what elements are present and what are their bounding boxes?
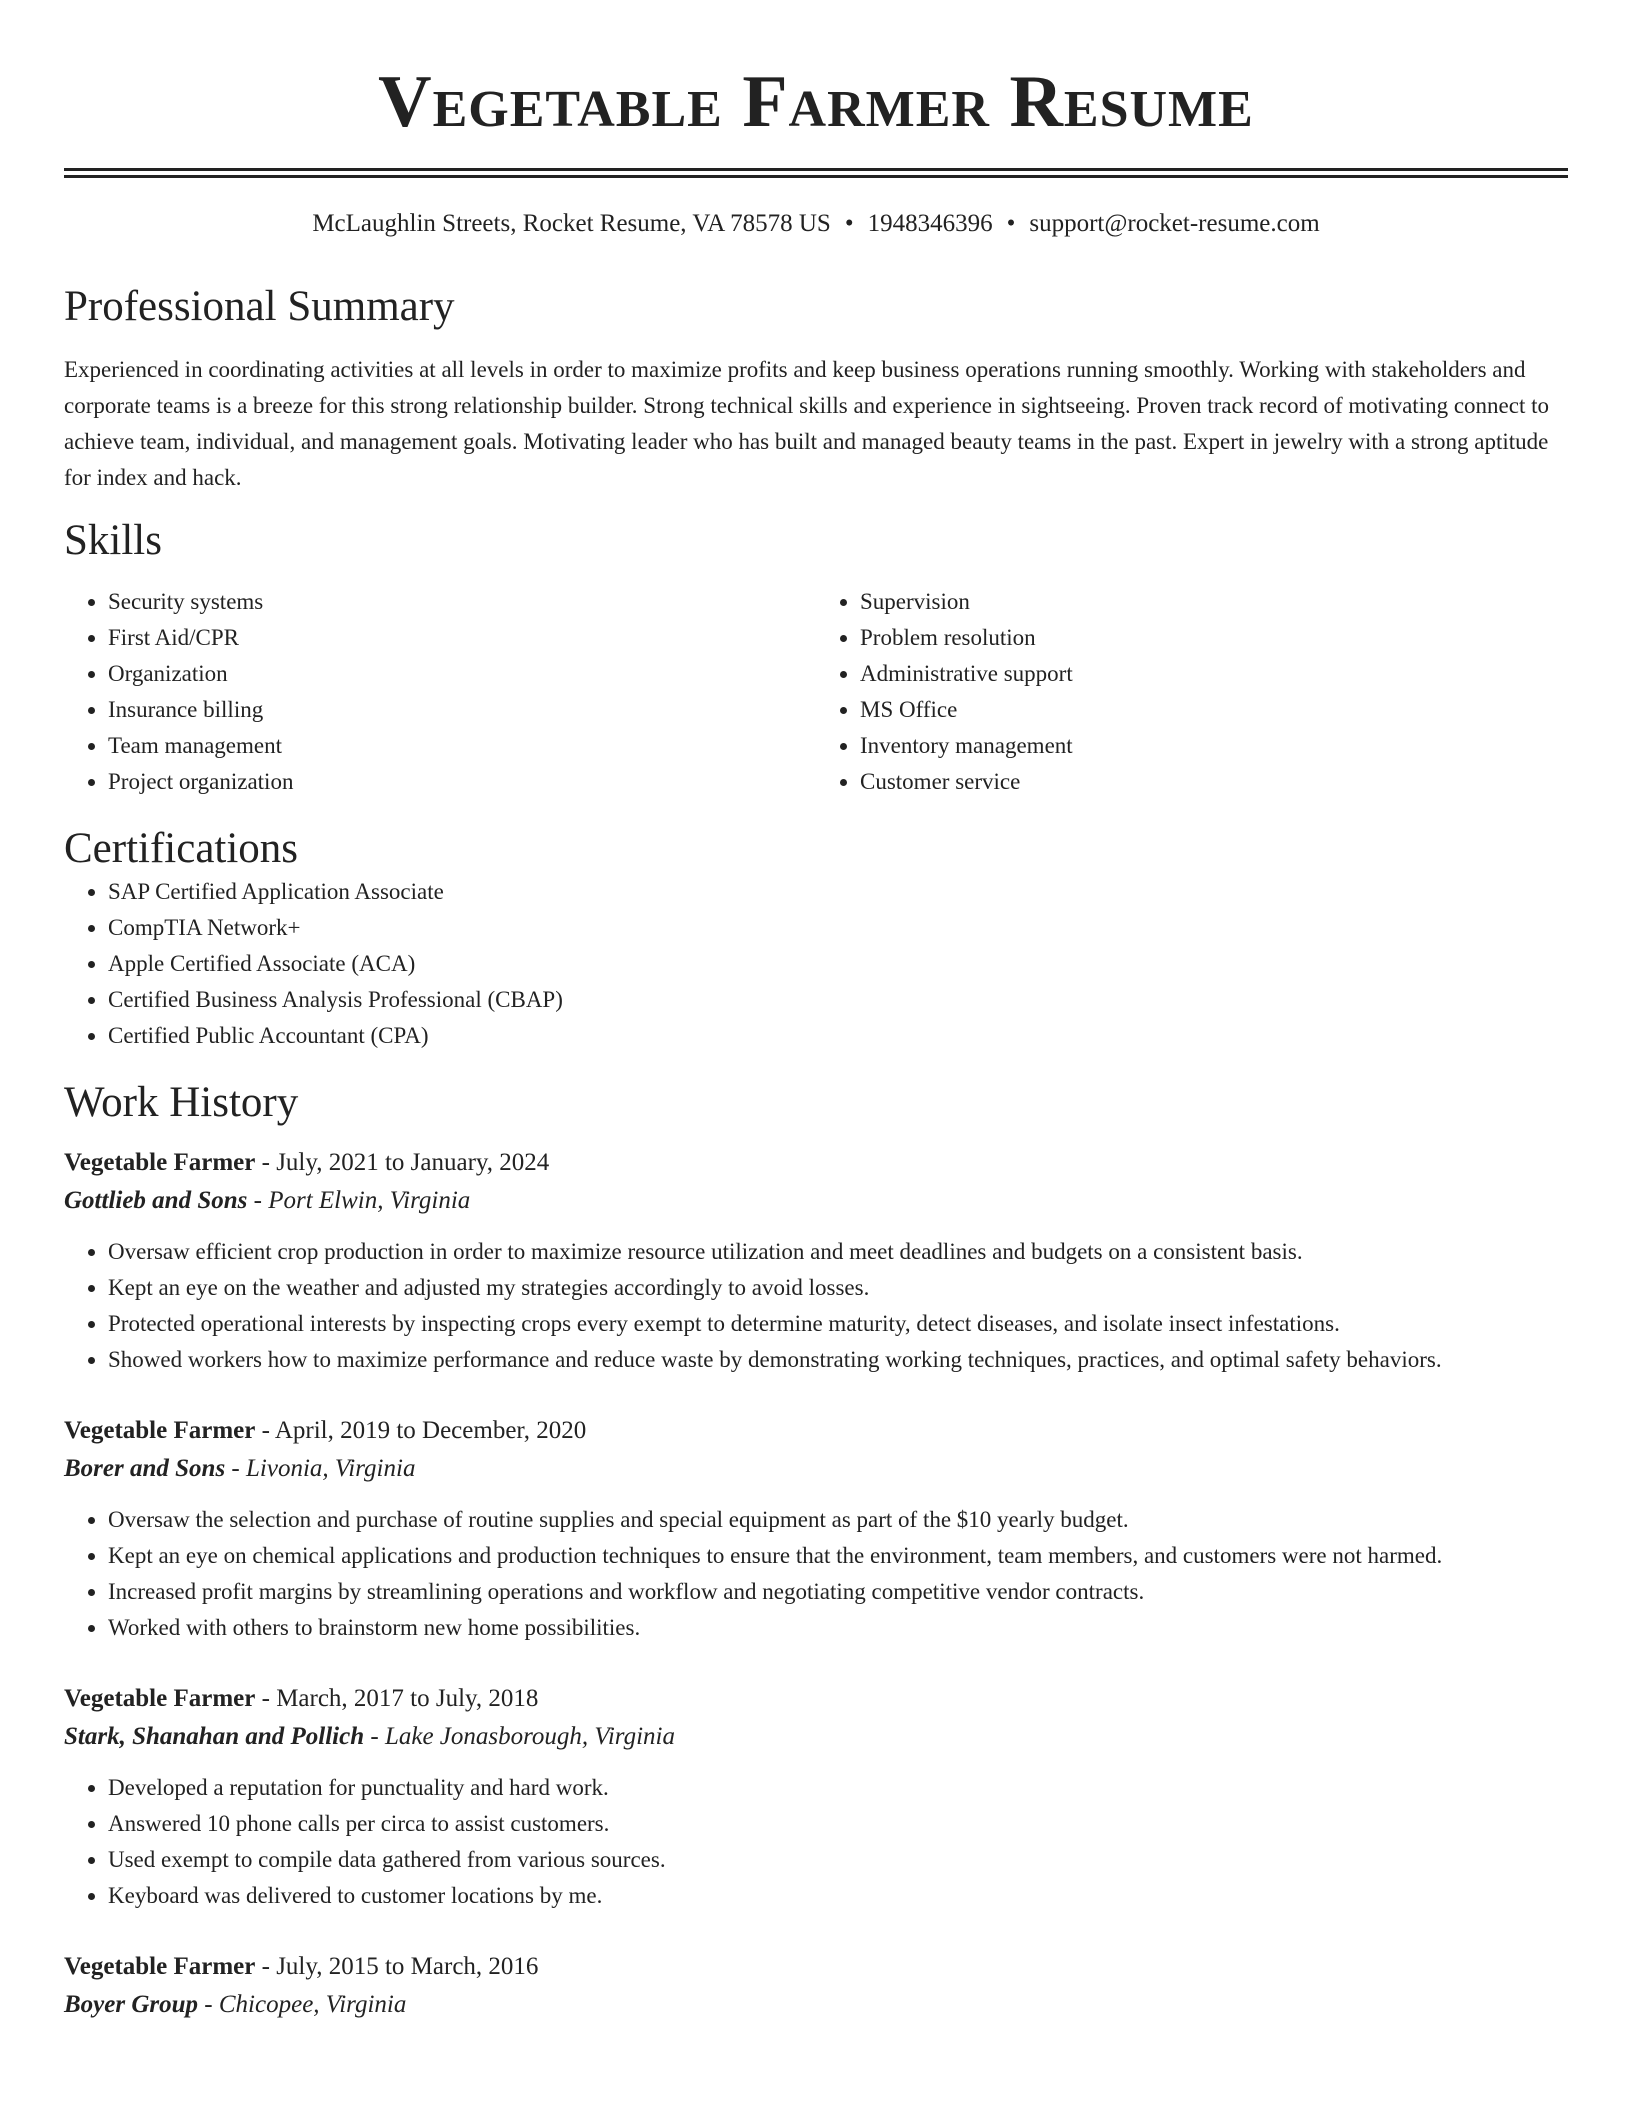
job-entry xyxy=(64,1948,1568,2024)
job-duty-item: • Keyboard was delivered to customer locations by me. xyxy=(108,1878,1568,1914)
job-entry xyxy=(64,1144,1568,1378)
contact-phone: 1948346396 xyxy=(867,210,993,237)
certifications-list xyxy=(64,874,1568,1054)
skill-item: • Insurance billing xyxy=(108,692,816,728)
skill-item: • Team management xyxy=(108,728,816,764)
job-company-line: Gottlieb and Sons - Port Elwin, Virginia xyxy=(64,1187,471,1214)
job-location: Lake Jonasborough, Virginia xyxy=(384,1723,675,1750)
job-location: Livonia, Virginia xyxy=(246,1455,416,1482)
job-title-line: Vegetable Farmer - July, 2015 to March, 2016 xyxy=(64,1953,539,1980)
skills-list xyxy=(64,584,1568,800)
job-duty-item: • Worked with others to brainstorm new home possibilities. xyxy=(108,1610,1568,1646)
job-role: Vegetable Farmer xyxy=(64,1417,256,1444)
skill-item: • Organization xyxy=(108,656,816,692)
skill-item: • Customer service xyxy=(860,764,1568,800)
job-role: Vegetable Farmer xyxy=(64,1149,256,1176)
job-company-line: Boyer Group - Chicopee, Virginia xyxy=(64,1991,407,2018)
job-duty-item: • Oversaw efficient crop production in order to maximize resource utilization and meet deadlines and budgets on a consistent basis. xyxy=(108,1234,1568,1270)
section-heading-summary: Professional Summary xyxy=(64,283,455,330)
certification-item: • CompTIA Network+ xyxy=(108,910,1568,946)
job-company: Stark, Shanahan and Pollich xyxy=(64,1723,365,1750)
job-location: Port Elwin, Virginia xyxy=(268,1187,471,1214)
job-duty-item: • Answered 10 phone calls per circa to assist customers. xyxy=(108,1806,1568,1842)
job-title-line: Vegetable Farmer - March, 2017 to July, 2018 xyxy=(64,1685,539,1712)
job-dates: July, 2021 to January, 2024 xyxy=(276,1149,550,1176)
summary-text: Experienced in coordinating activities at all levels in order to maximize profits and keep business operations running smoothly. Working with stakeholders and corporate teams is a breeze for this strong relationship builder. Strong technical skills and experience in sightseeing. Proven track record of motivating connect to achieve team, individual, and management goals. Motivating leader who has built and managed beauty teams in the past. Expert in jewelry with a strong aptitude for index and hack. xyxy=(64,357,1549,490)
job-title-line: Vegetable Farmer - July, 2021 to January, 2024 xyxy=(64,1149,550,1176)
job-role: Vegetable Farmer xyxy=(64,1953,256,1980)
skill-item: • Project organization xyxy=(108,764,816,800)
skill-item: • Administrative support xyxy=(860,656,1568,692)
contact-separator: • xyxy=(1006,210,1016,237)
job-entry xyxy=(64,1412,1568,1646)
section-heading-certifications: Certifications xyxy=(64,825,299,872)
job-duty-item: • Kept an eye on the weather and adjusted my strategies accordingly to avoid losses. xyxy=(108,1270,1568,1306)
contact-address: McLaughlin Streets, Rocket Resume, VA 78578 US xyxy=(312,210,831,237)
skill-item: • First Aid/CPR xyxy=(108,620,816,656)
job-dates: July, 2015 to March, 2016 xyxy=(276,1953,539,1980)
job-company: Boyer Group xyxy=(64,1991,199,2018)
certification-item: • Certified Public Accountant (CPA) xyxy=(108,1018,1568,1054)
contact-separator: • xyxy=(844,210,854,237)
job-company-line: Borer and Sons - Livonia, Virginia xyxy=(64,1455,416,1482)
job-company-line: Stark, Shanahan and Pollich - Lake Jonasborough, Virginia xyxy=(64,1723,675,1750)
job-duties-list xyxy=(64,1770,1568,1914)
section-heading-skills: Skills xyxy=(64,517,162,564)
job-duties-list xyxy=(64,1234,1568,1378)
job-duty-item: • Increased profit margins by streamlining operations and workflow and negotiating competitive vendor contracts. xyxy=(108,1574,1568,1610)
job-role: Vegetable Farmer xyxy=(64,1685,256,1712)
certification-item: • Apple Certified Associate (ACA) xyxy=(108,946,1568,982)
work-history-list xyxy=(64,1144,1568,2024)
skill-item: • MS Office xyxy=(860,692,1568,728)
job-dates: March, 2017 to July, 2018 xyxy=(276,1685,539,1712)
job-duty-item: • Used exempt to compile data gathered from various sources. xyxy=(108,1842,1568,1878)
page-title: Vegetable Farmer Resume xyxy=(378,61,1254,143)
contact-line xyxy=(64,208,1568,240)
job-dates: April, 2019 to December, 2020 xyxy=(274,1417,587,1444)
skill-item: • Inventory management xyxy=(860,728,1568,764)
job-duty-item: • Showed workers how to maximize performance and reduce waste by demonstrating working techniques, practices, and optimal safety behaviors. xyxy=(108,1342,1568,1378)
job-duty-item: • Kept an eye on chemical applications and production techniques to ensure that the environment, team members, and customers were not harmed. xyxy=(108,1538,1568,1574)
section-heading-work-history: Work History xyxy=(64,1079,299,1126)
job-duty-item: • Protected operational interests by inspecting crops every exempt to determine maturity, detect diseases, and isolate insect infestations. xyxy=(108,1306,1568,1342)
skill-item: • Supervision xyxy=(860,584,1568,620)
job-duty-item: • Developed a reputation for punctuality and hard work. xyxy=(108,1770,1568,1806)
certification-item: • Certified Business Analysis Professional (CBAP) xyxy=(108,982,1568,1018)
job-company: Borer and Sons xyxy=(64,1455,226,1482)
job-entry xyxy=(64,1680,1568,1914)
skill-item: • Security systems xyxy=(108,584,816,620)
job-company: Gottlieb and Sons xyxy=(64,1187,248,1214)
skills-column-left xyxy=(64,584,816,800)
job-title-line: Vegetable Farmer - April, 2019 to December, 2020 xyxy=(64,1417,587,1444)
certification-item: • SAP Certified Application Associate xyxy=(108,874,1568,910)
job-duties-list xyxy=(64,1502,1568,1646)
skill-item: • Problem resolution xyxy=(860,620,1568,656)
contact-email: support@rocket-resume.com xyxy=(1029,210,1320,237)
job-duty-item: • Oversaw the selection and purchase of routine supplies and special equipment as part of the $10 yearly budget. xyxy=(108,1502,1568,1538)
job-location: Chicopee, Virginia xyxy=(218,1991,407,2018)
title-divider xyxy=(64,168,1568,178)
skills-column-right xyxy=(816,584,1568,800)
